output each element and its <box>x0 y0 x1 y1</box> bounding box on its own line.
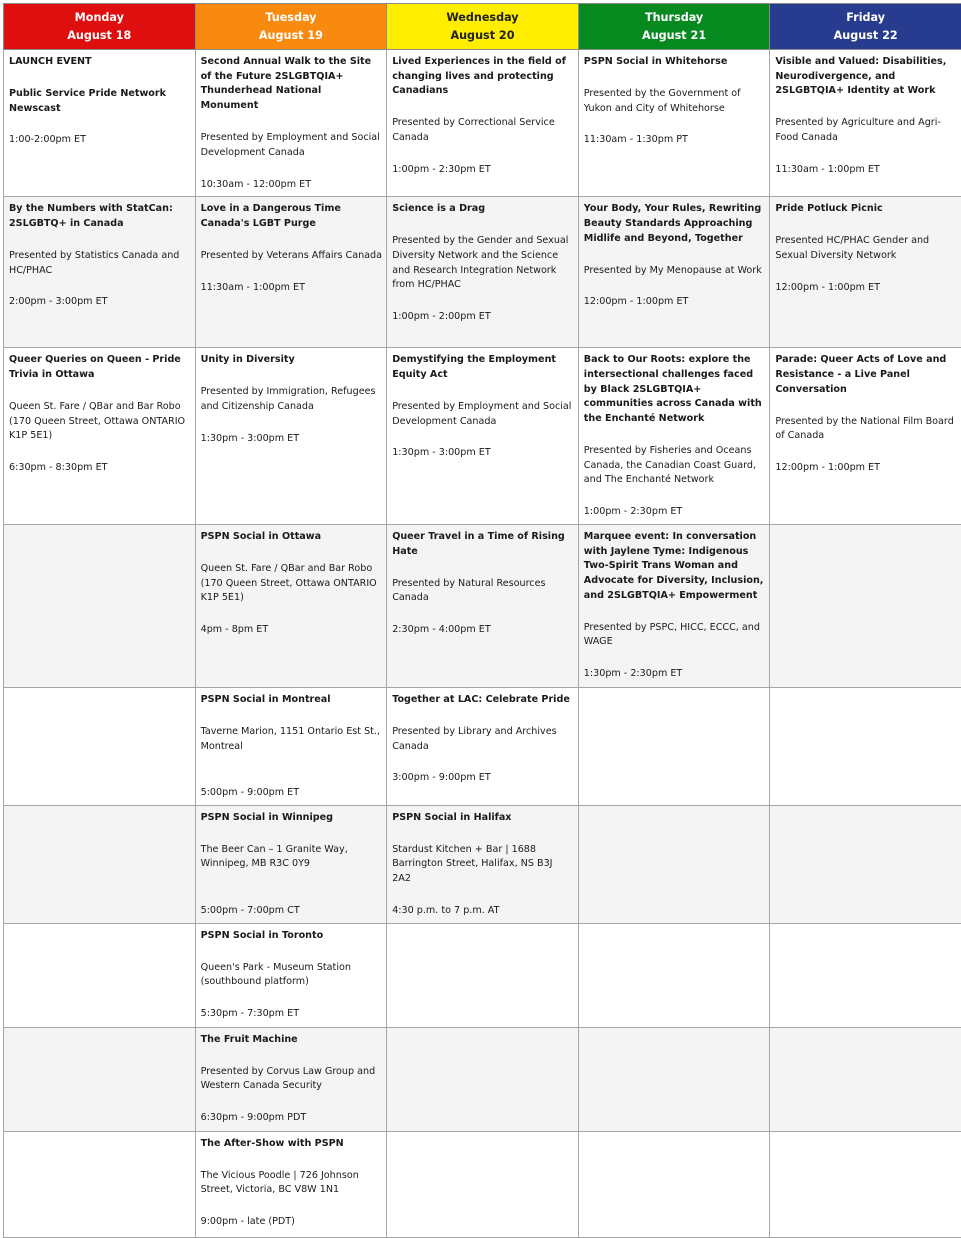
event-presenter: Presented by PSPC, HICC, ECCC, and WAGE <box>584 621 766 650</box>
spacer <box>9 232 191 249</box>
spacer <box>775 397 957 414</box>
event-cell <box>387 923 579 1027</box>
event-time: 11:30am - 1:00pm ET <box>201 281 383 296</box>
spacer <box>392 383 574 400</box>
event-title: Science is a Drag <box>392 202 574 217</box>
event-cell <box>195 525 387 688</box>
event-presenter: Presented by Employment and Social Development Canada <box>201 131 383 160</box>
event-time: 5:30pm - 7:30pm ET <box>201 1007 383 1022</box>
event-cell <box>4 923 196 1027</box>
spacer <box>201 1198 383 1215</box>
event-cell <box>195 1027 387 1131</box>
schedule-row <box>4 805 961 923</box>
spacer <box>201 160 383 177</box>
event-title: Together at LAC: Celebrate Pride <box>392 693 574 708</box>
event-title: PSPN Social in Winnipeg <box>201 811 383 826</box>
spacer <box>392 293 574 310</box>
day-name: Monday <box>4 9 195 27</box>
event-time: 4pm - 8pm ET <box>201 623 383 638</box>
spacer <box>201 368 383 385</box>
event-cell <box>578 525 770 688</box>
event-time: 3:00pm - 9:00pm ET <box>392 771 574 786</box>
event-cell <box>770 923 961 1027</box>
event-cell <box>195 197 387 348</box>
spacer <box>9 383 191 400</box>
event-title: Visible and Valued: Disabilities, Neurodivergence, and 2SLGBTQIA+ Identity at Work <box>775 55 957 99</box>
spacer <box>201 872 383 887</box>
spacer <box>392 146 574 163</box>
event-time: 5:00pm - 7:00pm CT <box>201 904 383 919</box>
event-cell <box>195 1131 387 1237</box>
event-presenter: Presented by Agriculture and Agri-Food Canada <box>775 116 957 145</box>
event-time: 1:00pm - 2:30pm ET <box>584 505 766 520</box>
day-date: August 21 <box>579 27 770 45</box>
spacer <box>201 114 383 131</box>
spacer <box>775 99 957 116</box>
event-title: By the Numbers with StatCan: 2SLGBTQ+ in Canada <box>9 202 191 231</box>
event-cell <box>4 197 196 348</box>
event-title: PSPN Social in Whitehorse <box>584 55 766 70</box>
spacer <box>9 116 191 133</box>
spacer <box>201 1151 383 1168</box>
event-title: Demystifying the Employment Equity Act <box>392 353 574 382</box>
event-location: Queen St. Fare / QBar and Bar Robo (170 Queen Street, Ottawa ONTARIO K1P 5E1) <box>9 400 191 444</box>
event-cell <box>387 805 579 923</box>
event-cell <box>195 923 387 1027</box>
spacer <box>9 444 191 461</box>
day-name: Tuesday <box>196 9 387 27</box>
event-cell <box>578 50 770 197</box>
event-cell <box>770 525 961 688</box>
event-time: 2:30pm - 4:00pm ET <box>392 623 574 638</box>
event-cell <box>770 197 961 348</box>
day-name: Friday <box>770 9 961 27</box>
spacer <box>584 427 766 444</box>
event-cell <box>4 688 196 806</box>
event-cell <box>578 923 770 1027</box>
spacer <box>584 278 766 295</box>
event-title: The Fruit Machine <box>201 1033 383 1048</box>
spacer <box>201 415 383 432</box>
event-cell <box>387 688 579 806</box>
event-time: 9:00pm - late (PDT) <box>201 1215 383 1230</box>
spacer <box>392 429 574 446</box>
spacer <box>201 826 383 843</box>
event-cell <box>4 348 196 525</box>
schedule-row <box>4 688 961 806</box>
event-presenter: Presented by Veterans Affairs Canada <box>201 249 383 264</box>
event-cell <box>387 50 579 197</box>
schedule-row <box>4 525 961 688</box>
spacer <box>775 444 957 461</box>
event-cell <box>195 688 387 806</box>
spacer <box>201 232 383 249</box>
day-date: August 22 <box>770 27 961 45</box>
spacer <box>584 650 766 667</box>
event-time: 12:00pm - 1:00pm ET <box>775 281 957 296</box>
event-cell <box>195 348 387 525</box>
day-header-wednesday <box>387 4 579 50</box>
spacer <box>201 606 383 623</box>
event-time: 1:30pm - 3:00pm ET <box>392 446 574 461</box>
event-time: 6:30pm - 9:00pm PDT <box>201 1111 383 1126</box>
spacer <box>9 70 191 87</box>
spacer <box>201 769 383 786</box>
event-presenter: Presented by Statistics Canada and HC/PHAC <box>9 249 191 278</box>
spacer <box>201 887 383 904</box>
event-cell <box>770 805 961 923</box>
event-title: PSPN Social in Montreal <box>201 693 383 708</box>
event-presenter: Presented by Library and Archives Canada <box>392 725 574 754</box>
event-location: Stardust Kitchen + Bar | 1688 Barrington Street, Halifax, NS B3J 2A2 <box>392 843 574 887</box>
event-cell <box>578 197 770 348</box>
event-location: The Vicious Poodle | 726 Johnson Street, Victoria, BC V8W 1N1 <box>201 1169 383 1198</box>
day-header-monday <box>4 4 196 50</box>
day-header-tuesday <box>195 4 387 50</box>
schedule-row <box>4 1131 961 1237</box>
event-cell <box>578 1027 770 1131</box>
event-cell <box>770 1131 961 1237</box>
spacer <box>201 708 383 725</box>
event-schedule-table <box>3 3 961 1238</box>
spacer <box>201 754 383 769</box>
event-time: 2:00pm - 3:00pm ET <box>9 295 191 310</box>
schedule-row <box>4 1027 961 1131</box>
spacer <box>201 1094 383 1111</box>
spacer <box>201 545 383 562</box>
event-cell <box>195 50 387 197</box>
event-cell <box>387 525 579 688</box>
event-time: 12:00pm - 1:00pm ET <box>584 295 766 310</box>
event-cell <box>770 1027 961 1131</box>
event-cell <box>578 688 770 806</box>
event-title: PSPN Social in Ottawa <box>201 530 383 545</box>
schedule-row <box>4 923 961 1027</box>
spacer <box>201 264 383 281</box>
event-time: 1:00pm - 2:00pm ET <box>392 310 574 325</box>
event-cell <box>387 1131 579 1237</box>
spacer <box>775 217 957 234</box>
spacer <box>392 99 574 116</box>
event-time: 5:00pm - 9:00pm ET <box>201 786 383 801</box>
event-presenter: Presented by the Gender and Sexual Diversity Network and the Science and Research Integration Network from HC/PHAC <box>392 234 574 293</box>
event-time: 12:00pm - 1:00pm ET <box>775 461 957 476</box>
event-subtitle: Public Service Pride Network Newscast <box>9 87 191 116</box>
event-cell <box>387 197 579 348</box>
spacer <box>392 606 574 623</box>
spacer <box>584 488 766 505</box>
event-time: 11:30am - 1:00pm ET <box>775 163 957 178</box>
event-title: PSPN Social in Toronto <box>201 929 383 944</box>
spacer <box>584 604 766 621</box>
event-time: 4:30 p.m. to 7 p.m. AT <box>392 904 574 919</box>
spacer <box>201 943 383 960</box>
event-presenter: Presented by Employment and Social Development Canada <box>392 400 574 429</box>
event-cell <box>4 50 196 197</box>
event-presenter: Presented by Immigration, Refugees and Citizenship Canada <box>201 385 383 414</box>
day-header-thursday <box>578 4 770 50</box>
event-cell <box>195 805 387 923</box>
event-cell <box>578 1131 770 1237</box>
event-cell <box>4 1131 196 1237</box>
event-cell <box>770 348 961 525</box>
event-title: Second Annual Walk to the Site of the Future 2SLGBTQIA+ Thunderhead National Monument <box>201 55 383 114</box>
spacer <box>775 264 957 281</box>
event-presenter: Presented by the Government of Yukon and City of Whitehorse <box>584 87 766 116</box>
spacer <box>584 246 766 263</box>
day-date: August 18 <box>4 27 195 45</box>
event-location: The Beer Can – 1 Granite Way, Winnipeg, MB R3C 0Y9 <box>201 843 383 872</box>
event-title: Pride Potluck Picnic <box>775 202 957 217</box>
event-title: Your Body, Your Rules, Rewriting Beauty Standards Approaching Midlife and Beyond, Together <box>584 202 766 246</box>
spacer <box>392 754 574 771</box>
event-cell <box>387 1027 579 1131</box>
event-title: Queer Travel in a Time of Rising Hate <box>392 530 574 559</box>
event-title: Parade: Queer Acts of Love and Resistance - a Live Panel Conversation <box>775 353 957 397</box>
event-time: 6:30pm - 8:30pm ET <box>9 461 191 476</box>
schedule-row <box>4 197 961 348</box>
schedule-body <box>4 50 961 1238</box>
day-name: Thursday <box>579 9 770 27</box>
event-cell <box>578 348 770 525</box>
day-date: August 20 <box>387 27 578 45</box>
spacer <box>392 217 574 234</box>
spacer <box>201 1047 383 1064</box>
event-time: 1:30pm - 2:30pm ET <box>584 667 766 682</box>
day-header-row <box>4 4 961 50</box>
event-cell <box>4 525 196 688</box>
spacer <box>584 70 766 87</box>
event-presenter: Presented by Natural Resources Canada <box>392 577 574 606</box>
event-cell <box>770 50 961 197</box>
schedule-row <box>4 50 961 197</box>
event-cell <box>770 688 961 806</box>
event-title: Unity in Diversity <box>201 353 383 368</box>
event-presenter: Presented HC/PHAC Gender and Sexual Diversity Network <box>775 234 957 263</box>
day-date: August 19 <box>196 27 387 45</box>
event-title: Lived Experiences in the field of changing lives and protecting Canadians <box>392 55 574 99</box>
event-location: Taverne Marion, 1151 Ontario Est St., Montreal <box>201 725 383 754</box>
event-title: Marquee event: In conversation with Jaylene Tyme: Indigenous Two-Spirit Trans Woman and Advocate for Diversity, Inclusion, and 2SLGBTQIA+ Empowerment <box>584 530 766 604</box>
event-title: PSPN Social in Halifax <box>392 811 574 826</box>
event-title: LAUNCH EVENT <box>9 55 191 70</box>
event-cell <box>387 348 579 525</box>
day-name: Wednesday <box>387 9 578 27</box>
event-cell <box>4 1027 196 1131</box>
spacer <box>775 146 957 163</box>
spacer <box>201 990 383 1007</box>
event-presenter: Presented by the National Film Board of Canada <box>775 415 957 444</box>
spacer <box>392 708 574 725</box>
event-time: 10:30am - 12:00pm ET <box>201 178 383 193</box>
event-time: 11:30am - 1:30pm PT <box>584 133 766 148</box>
event-title: Love in a Dangerous Time Canada's LGBT Purge <box>201 202 383 231</box>
event-title: The After-Show with PSPN <box>201 1137 383 1152</box>
event-title: Back to Our Roots: explore the intersectional challenges faced by Black 2SLGBTQIA+ communities across Canada with the Enchanté Network <box>584 353 766 427</box>
event-presenter: Presented by Fisheries and Oceans Canada, the Canadian Coast Guard, and The Enchanté Network <box>584 444 766 488</box>
spacer <box>392 826 574 843</box>
schedule-row <box>4 348 961 525</box>
spacer <box>392 559 574 576</box>
event-location: Queen's Park - Museum Station (southbound platform) <box>201 961 383 990</box>
event-title: Queer Queries on Queen - Pride Trivia in Ottawa <box>9 353 191 382</box>
event-presenter: Presented by My Menopause at Work <box>584 264 766 279</box>
event-presenter: Presented by Correctional Service Canada <box>392 116 574 145</box>
spacer <box>584 116 766 133</box>
day-header-friday <box>770 4 961 50</box>
event-time: 1:30pm - 3:00pm ET <box>201 432 383 447</box>
spacer <box>9 278 191 295</box>
spacer <box>392 887 574 904</box>
event-cell <box>4 805 196 923</box>
event-presenter: Presented by Corvus Law Group and Western Canada Security <box>201 1065 383 1094</box>
event-location: Queen St. Fare / QBar and Bar Robo (170 Queen Street, Ottawa ONTARIO K1P 5E1) <box>201 562 383 606</box>
event-cell <box>578 805 770 923</box>
event-time: 1:00-2:00pm ET <box>9 133 191 148</box>
event-time: 1:00pm - 2:30pm ET <box>392 163 574 178</box>
